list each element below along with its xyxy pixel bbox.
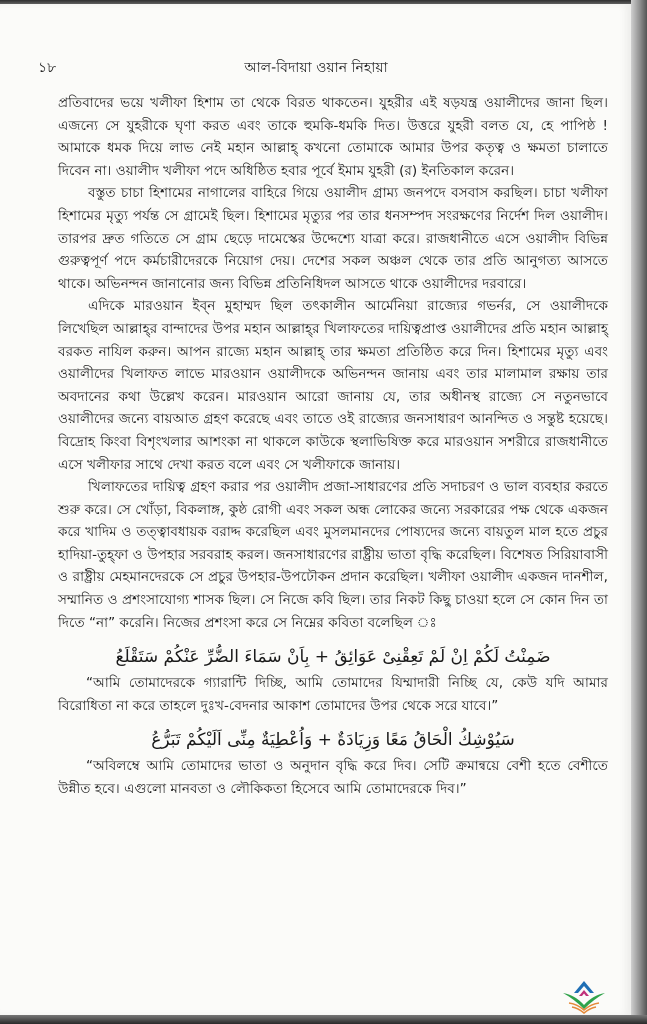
arabic-verse-1: ضَمِنْتُ لَكُمْ اِنْ لَمْ تَعِقْنِىْ عَوَائِقُ + بِاَنْ سَمَاءَ الضُّرِّ عَنْكُمْ سَتَقْلَعُ bbox=[115, 647, 551, 668]
arabic-verse-2: سَيُوْشِكُ الْحَاقُ مَعًا وَزِيَادَةٌ + وَاُعْطِيَةٌ مِنِّى اَلَيْكُمْ تَبَرُّعُ bbox=[151, 730, 515, 751]
verse-2-translation: “অবিলম্বে আমি তোমাদের ভাতা ও অনুদান বৃদ্ধি করে দিব। সেটি ক্রমান্বয়ে বেশী হতে বেশীতে উন্নীত হবে। এগুলো মানবতা ও লৌকিকতা হিসেবে আমি তোমাদেরকে দিব।” bbox=[58, 758, 608, 798]
paragraph-2: বস্তুত চাচা হিশামের নাগালের বাহিরে গিয়ে ওয়ালীদ গ্রাম্য জনপদে বসবাস করছিল। চাচা খলীফা হিশামের মৃত্যু পর্যন্ত সে গ্রামেই ছিল। হিশামের মৃত্যুর পর তার ধনসম্পদ সংরক্ষণের নির্দেশ দিল ওয়ালীদ। তারপর দ্রুত গতিতে সে গ্রাম ছেড়ে দামেস্কের উদ্দেশ্যে যাত্রা করে। রাজধানীতে এসে ওয়ালীদ বিভিন্ন গুরুত্বপূর্ণ পদে কর্মচারীদেরকে নিয়োগ দেয়। দেশের সকল অঞ্চল থেকে তার প্রতি আনুগত্য আসতে থাকে। অভিনন্দন জানানোর জন্য বিভিন্ন প্রতিনিধিদল আসতে থাকে ওয়ালীদের দরবারে। bbox=[58, 185, 608, 292]
paragraph-3: এদিকে মারওয়ান ইব্‌ন মুহাম্মদ ছিল তৎকালীন আর্মেনিয়া রাজ্যের গভর্নর, সে ওয়ালীদকে লিখেছিল আল্লাহ্‌র বান্দাদের উপর মহান আল্লাহ্‌র খিলাফতের দায়িত্বপ্রাপ্ত ওয়ালীদের প্রতি মহান আল্লাহ্ বরকত নাযিল করুন। আপন রাজ্যে মহান আল্লাহ্ তার ক্ষমতা প্রতিষ্ঠিত করে দিন। হিশামের মৃত্যু এবং ওয়ালীদের খিলাফত লাভে মারওয়ান ওয়ালীদকে অভিনন্দন জানায় এবং তার মালামাল রক্ষায় তার অবদানের কথা উল্লেখ করেন। মারওয়ান আরো জানায় যে, তার অধীনস্থ রাজ্যে সে নতুনভাবে ওয়ালীদের জন্যে বায়আত গ্রহণ করেছে এবং তাতে ওই রাজ্যের জনসাধারণ আনন্দিত ও সন্তুষ্ট হয়েছে। বিদ্রোহ কিংবা বিশৃংখলার আশংকা না থাকলে কাউকে স্থলাভিষিক্ত করে মারওয়ান সশরীরে রাজধানীতে এসে খলীফার সাথে দেখা করত বলে এবং সে খলীফাকে জানায়। bbox=[58, 298, 608, 473]
book-page bbox=[0, 4, 632, 1016]
verse-1-translation: “আমি তোমাদেরকে গ্যারান্টি দিচ্ছি, আমি তোমাদের যিম্মাদারী নিচ্ছি যে, কেউ যদি আমার বিরোধিতা না করে তাহলে দুঃখ-বেদনার আকাশ তোমাদের উপর থেকে সরে যাবে।” bbox=[58, 675, 608, 714]
running-title: আল-বিদায়া ওয়ান নিহায়া bbox=[244, 60, 388, 76]
page-right-gutter bbox=[631, 0, 647, 1024]
paragraph-4: খিলাফতের দায়িত্ব গ্রহণ করার পর ওয়ালীদ প্রজা-সাধারণের প্রতি সদাচরণ ও ভাল ব্যবহার করতে শুরু করে। সে খোঁড়া, বিকলাঙ্গ, কুষ্ঠ রোগী এবং সকল অন্ধ লোকের জন্যে সরকারের পক্ষ থেকে একজন করে খাদিম ও তত্ত্বাবধায়ক বরাদ্দ করেছিল এবং মুসলমানদের পোষ্যদের জন্যে বায়তুল মাল হতে প্রচুর হাদিয়া-তুহ্‌ফা ও উপহার সরবরাহ করল। জনসাধারণের রাষ্ট্রীয় ভাতা বৃদ্ধি করেছিল। বিশেষত সিরিয়াবাসী ও রাষ্ট্রীয় মেহমানদেরকে সে প্রচুর উপহার-উপঢৌকন প্রদান করেছিল। খলীফা ওয়ালীদ একজন দানশীল, সম্মানিত ও প্রশংসাযোগ্য শাসক ছিল। সে নিজে কবি ছিল। তার নিকট কিছু চাওয়া হলে সে কোন দিন তা দিতে “না” করেনি। নিজের প্রশংসা করে সে নিম্নের কবিতা বলেছিল ঃ bbox=[58, 479, 608, 631]
page-header bbox=[38, 56, 594, 80]
publisher-book-logo-icon bbox=[561, 979, 607, 1015]
page-bottom-edge bbox=[0, 1015, 647, 1024]
page-number: ১৮ bbox=[38, 60, 57, 76]
paragraph-1: প্রতিবাদের ভয়ে খলীফা হিশাম তা থেকে বিরত থাকতেন। যুহরীর এই ষড়যন্ত্র ওয়ালীদের জানা ছিল। এজন্যে সে যুহরীকে ঘৃণা করত এবং তাকে হুমকি-ধমকি দিত। উত্তরে যুহরী বলত যে, হে পাপিষ্ঠ ! আমাকে ধমক দিয়ে লাভ নেই মহান আল্লাহ্ কখনো তোমাকে আমার উপর কতৃত্ব ও ক্ষমতা চালাতে দিবেন না। ওয়ালীদ খলীফা পদে অধিষ্ঠিত হবার পূর্বে ইমাম যুহরী (র) ইনতিকাল করেন। bbox=[58, 95, 608, 179]
logo-green-book bbox=[563, 993, 605, 1009]
page-body bbox=[58, 92, 608, 801]
logo-magenta-roof bbox=[579, 990, 589, 996]
